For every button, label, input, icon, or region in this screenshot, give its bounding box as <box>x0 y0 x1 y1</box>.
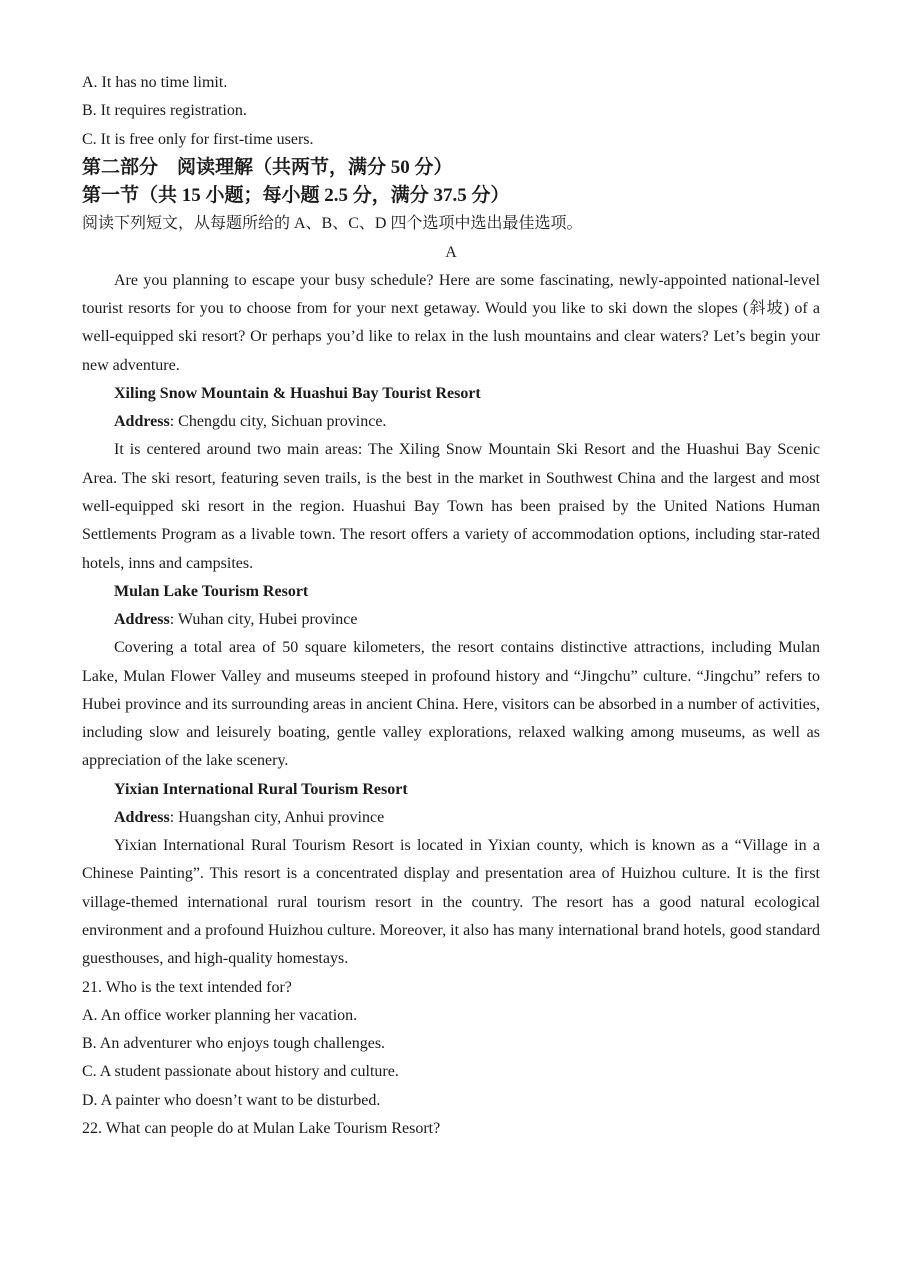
question-block-22 <box>82 1115 820 1143</box>
resort-description: Yixian International Rural Tourism Resort is located in Yixian county, which is known as a “Village in a Chinese Painting”. This resort is a concentrated display and presentation area of Huizhou culture. It is the first village-themed international rural tourism resort in the country. The resort has a good natural ecological environment and a profound Huizhou culture. Moreover, it also has many international brand hotels, good standard guesthouses, and high-quality homestays. <box>82 837 820 968</box>
resort-address <box>82 408 820 436</box>
question-text: 21. Who is the text intended for? <box>82 978 292 996</box>
question-option-c: C. A student passionate about history and culture. <box>82 1063 399 1081</box>
question-option-a: A. An office worker planning her vacation. <box>82 1006 358 1024</box>
part2-heading: 第二部分 阅读理解（共两节，满分 50 分） <box>82 156 453 178</box>
question-option-b: B. An adventurer who enjoys tough challenges. <box>82 1035 386 1053</box>
passage-label: A <box>445 243 457 261</box>
address-value: : Chengdu city, Sichuan province. <box>169 413 387 431</box>
listening-option-b: B. It requires registration. <box>82 102 247 120</box>
resort-address <box>82 804 820 832</box>
resort-address <box>82 606 820 634</box>
address-label: Address <box>114 808 170 826</box>
resort-section-mulan <box>82 578 820 776</box>
address-label: Address <box>114 413 170 431</box>
address-value: : Wuhan city, Hubei province <box>169 611 358 629</box>
resort-name: Yixian International Rural Tourism Resort <box>114 780 408 798</box>
resort-description: Covering a total area of 50 square kilometers, the resort contains distinctive attractions, including Mulan Lake, Mulan Flower Valley and museums steeped in profound history and “Jingchu” culture. “Jingchu” refers to Hubei province and its surrounding areas in ancient China. Here, visitors can be absorbed in a number of activities, including slow and leisurely boating, gentle valley explorations, relaxed walking among museums, as well as appreciation of the lake scenery. <box>82 639 820 770</box>
question-text: 22. What can people do at Mulan Lake Tourism Resort? <box>82 1119 441 1137</box>
resort-name: Mulan Lake Tourism Resort <box>114 582 309 600</box>
question-option-d: D. A painter who doesn’t want to be disturbed. <box>82 1091 381 1109</box>
resort-description: It is centered around two main areas: The Xiling Snow Mountain Ski Resort and the Huashui Bay Scenic Area. The ski resort, featuring seven trails, is the best in the market in Southwest China and the largest and most well-equipped ski resort in the region. Huashui Bay Town has been praised by the United Nations Human Settlements Program as a livable town. The resort offers a variety of accommodation options, including star-rated hotels, inns and campsites. <box>82 441 820 572</box>
passage-intro: Are you planning to escape your busy schedule? Here are some fascinating, newly-appointed national-level tourist resorts for you to choose from for your next getaway. Would you like to ski down the slopes (斜坡) of a well-equipped ski resort? Or perhaps you’d like to relax in the lush mountains and clear waters? Let’s begin your new adventure. <box>82 271 820 374</box>
listening-option-c: C. It is free only for first-time users. <box>82 130 314 148</box>
resort-section-xiling <box>82 380 820 578</box>
address-label: Address <box>114 611 170 629</box>
resort-name: Xiling Snow Mountain & Huashui Bay Tourist Resort <box>114 384 481 402</box>
section1-heading: 第一节（共 15 小题；每小题 2.5 分，满分 37.5 分） <box>82 185 510 207</box>
listening-option-a: A. It has no time limit. <box>82 74 228 91</box>
address-value: : Huangshan city, Anhui province <box>169 808 385 826</box>
question-block-21 <box>82 974 820 1115</box>
resort-section-yixian <box>82 776 820 974</box>
reading-instructions: 阅读下列短文，从每题所给的 A、B、C、D 四个选项中选出最佳选项。 <box>82 215 583 233</box>
